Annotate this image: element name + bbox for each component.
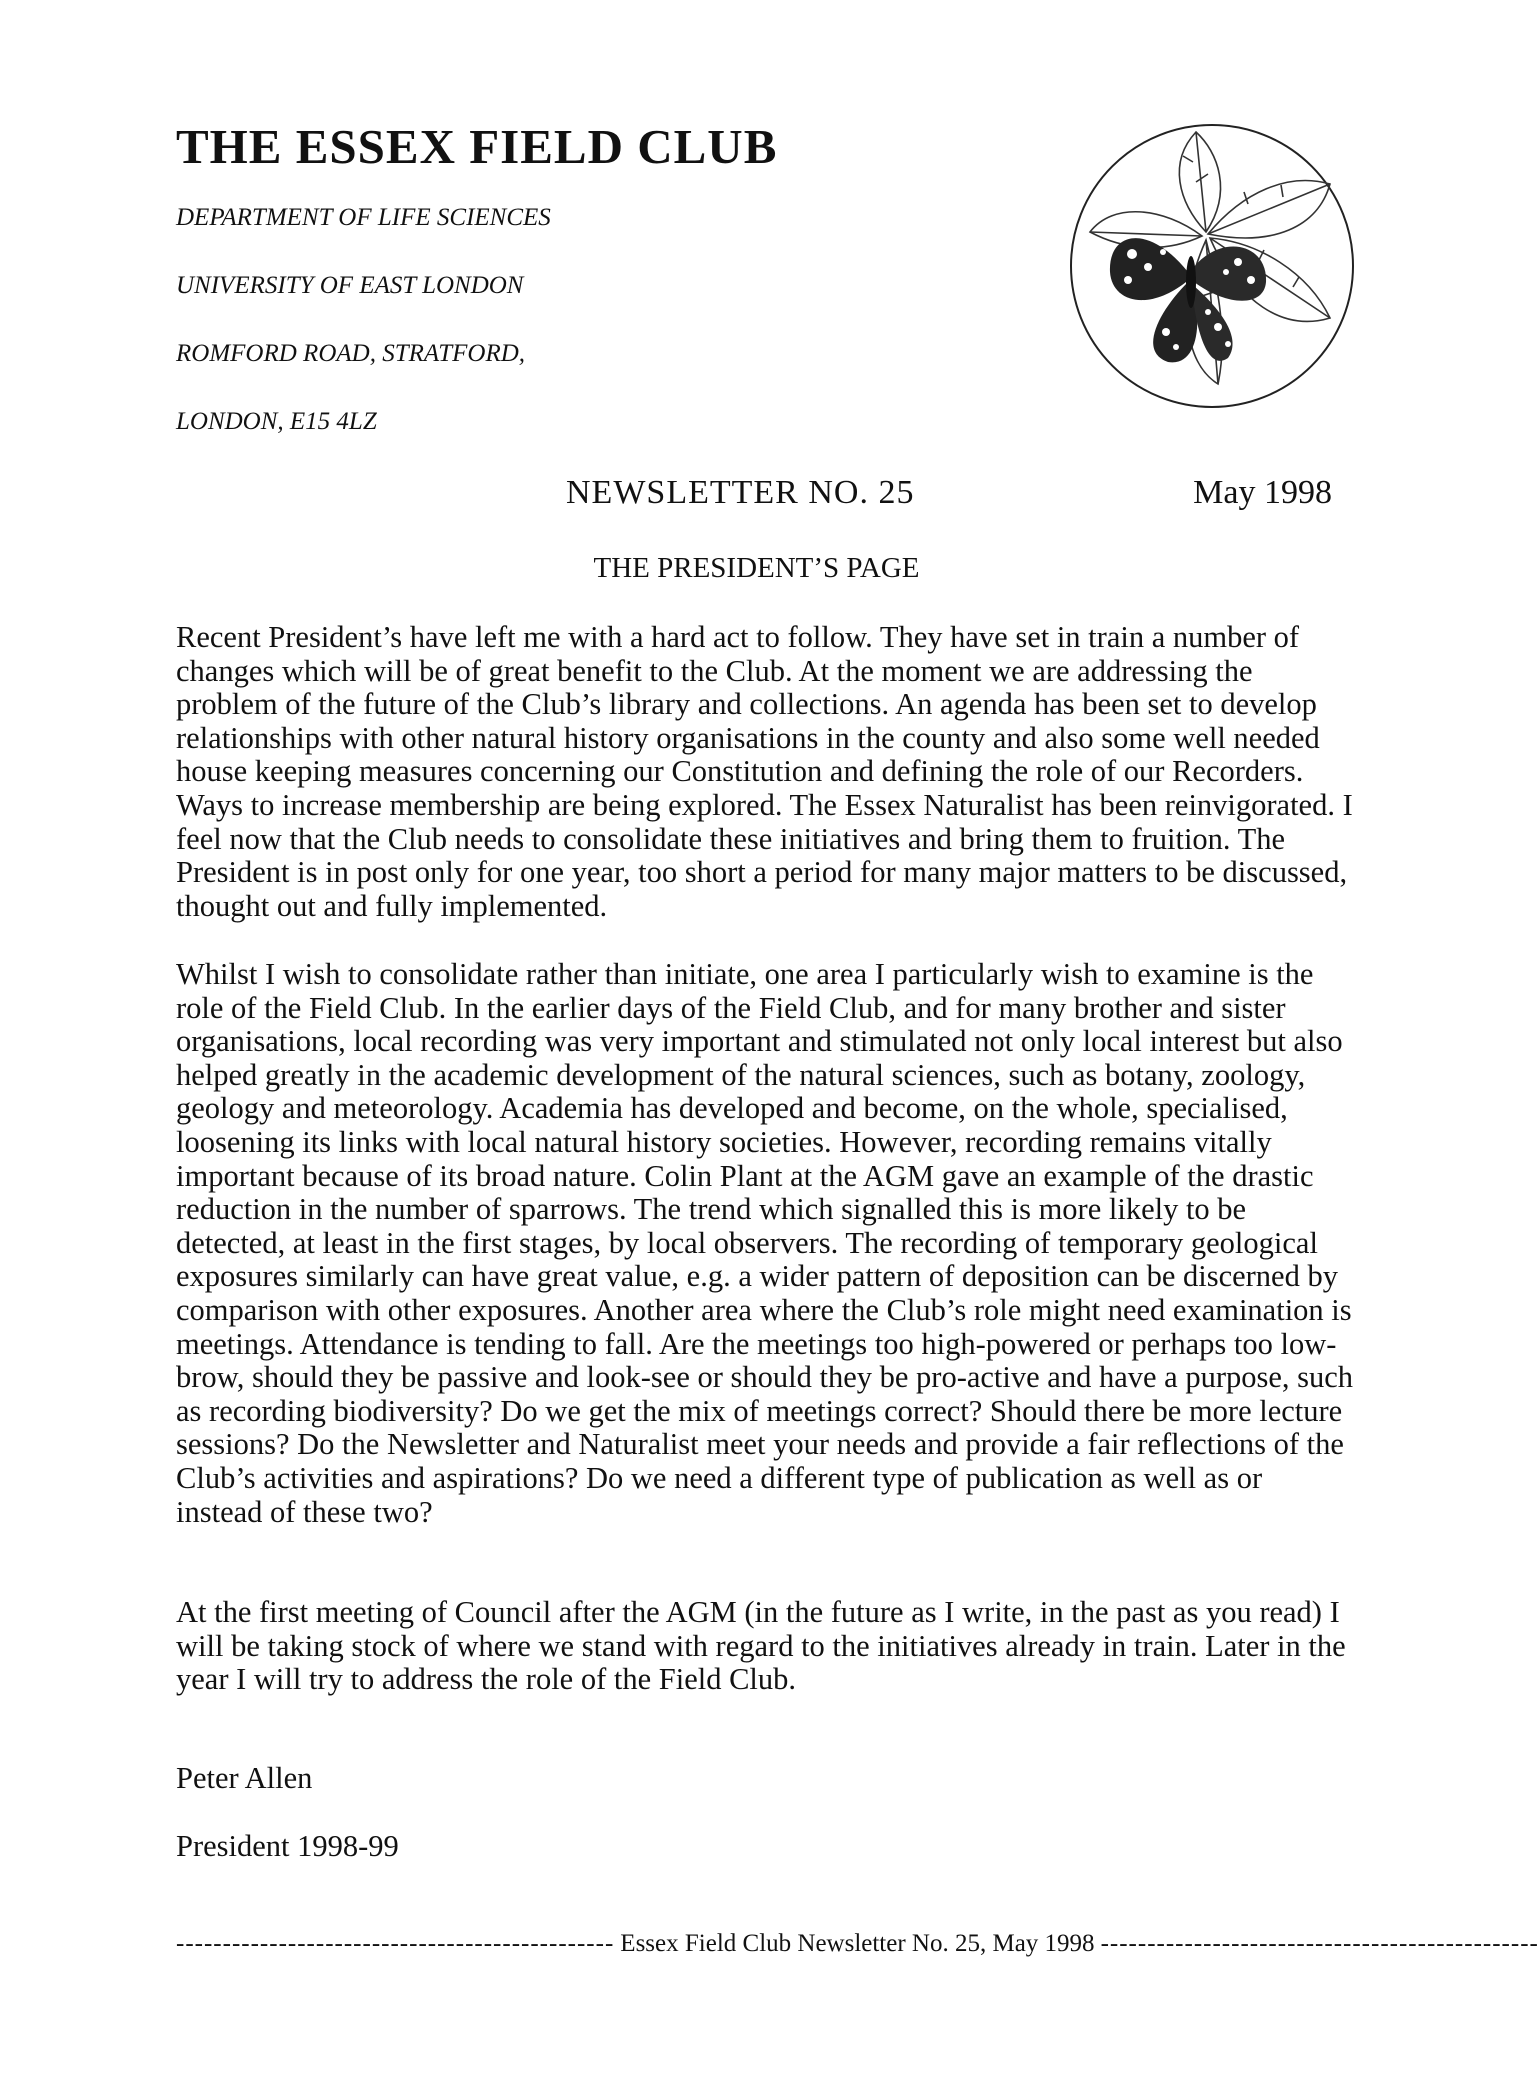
signature-role: President 1998-99 xyxy=(176,1829,399,1863)
newsletter-date: May 1998 xyxy=(1193,474,1332,511)
footer-dashes-left: ----------------------------------------------- xyxy=(176,1930,615,1957)
paragraph-2: Whilst I wish to consolidate rather than initiate, one area I particularly wish to examine is the role of the Field Club. In the earlier days of the Field Club, and for many brother and sister organisations, local recording was very important and stimulated not only local interest but also helped greatly in the academic development of the natural sciences, such as botany, zoology, geology and meteorology. Academia has developed and become, on the whole, specialised, loosening its links with local natural history societies. However, recording remains vitally important because of its broad nature. Colin Plant at the AGM gave an example of the drastic reduction in the number of sparrows. The trend which signalled this is more likely to be detected, at least in the first stages, by local observers. The recording of temporary geological exposures similarly can have great value, e.g. a wider pattern of deposition can be discerned by comparison with other exposures. Another area where the Club’s role might need examination is meetings. Attendance is tending to fall. Are the meetings too high-powered or perhaps too low-brow, should they be passive and look-see or should they be pro-active and have a purpose, such as recording biodiversity? Do we get the mix of meetings correct? Should there be more lecture sessions? Do the Newsletter and Naturalist meet your needs and provide a fair reflections of the Club’s activities and aspirations? Do we need a different type of publication as well as or instead of these two? xyxy=(176,957,1354,1529)
paragraph-3: At the first meeting of Council after the AGM (in the future as I write, in the past as you read) I will be taking stock of where we stand with regard to the initiatives already in train. Later in the year I will try to address the role of the Field Club. xyxy=(176,1595,1346,1697)
footer-dashes-right: ----------------------------------------------- xyxy=(1100,1930,1539,1957)
page-footer xyxy=(176,1930,1539,1957)
address-road: ROMFORD ROAD, STRATFORD, xyxy=(176,340,526,367)
address-city: LONDON, E15 4LZ xyxy=(176,408,377,435)
butterfly-on-leaf-icon xyxy=(1068,122,1356,410)
footer-text: Essex Field Club Newsletter No. 25, May 1998 xyxy=(620,1930,1095,1957)
newsletter-title: NEWSLETTER NO. 25 xyxy=(566,474,915,511)
signature-name: Peter Allen xyxy=(176,1761,313,1795)
address-university: UNIVERSITY OF EAST LONDON xyxy=(176,272,524,299)
section-title: THE PRESIDENT’S PAGE xyxy=(593,552,920,584)
paragraph-1: Recent President’s have left me with a hard act to follow. They have set in train a number of changes which will be of great benefit to the Club. At the moment we are addressing the problem of the future of the Club’s library and collections. An agenda has been set to develop relationships with other natural history organisations in the county and also some well needed house keeping measures concerning our Constitution and defining the role of our Recorders. Ways to increase membership are being explored. The Essex Naturalist has been reinvigorated. I feel now that the Club needs to consolidate these initiatives and bring them to fruition. The President is in post only for one year, too short a period for many major matters to be discussed, thought out and fully implemented. xyxy=(176,620,1353,923)
address-department: DEPARTMENT OF LIFE SCIENCES xyxy=(176,204,551,231)
club-title: THE ESSEX FIELD CLUB xyxy=(176,119,778,174)
